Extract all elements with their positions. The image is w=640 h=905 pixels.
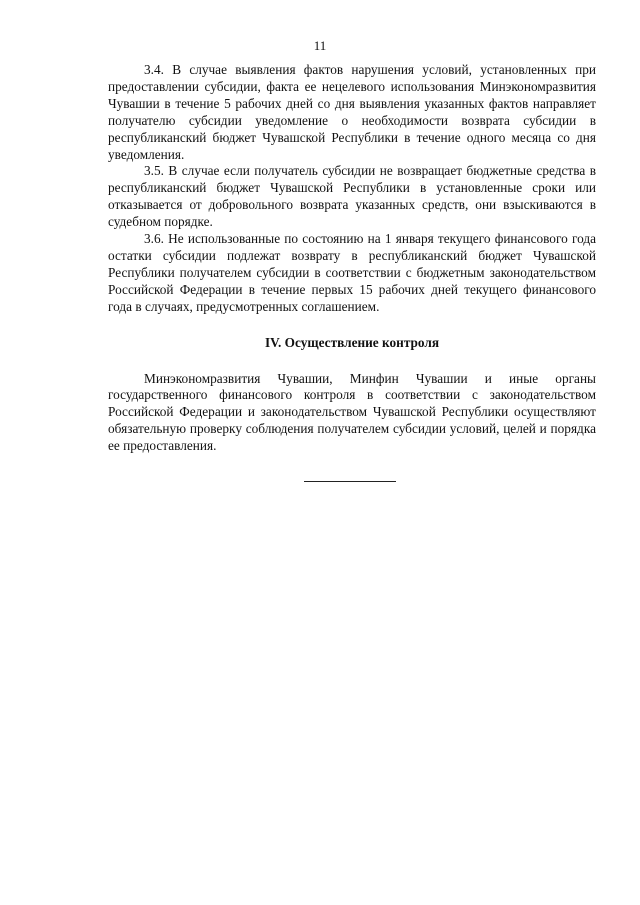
paragraph-control: Минэкономразвития Чувашии, Минфин Чувашии и иные органы государственного финансового контроля в соответствии с законодательством Российской Федерации и законодательством Чувашской Республики осуществляют обязательную проверку соблюдения получателем субсидии условий, целей и порядка ее предоставления. [108,370,596,454]
paragraph-3-6: 3.6. Не использованные по состоянию на 1 января текущего финансового года остатки субсидии подлежат возврату в республиканский бюджет Чувашской Республики получателем субсидии в соответствии с бюджетным законодательством Российской Федерации в течение первых 15 рабочих дней текущего финансового года в случаях, предусмотренных соглашением. [108,231,596,314]
page-number: 11 [313,38,327,53]
end-divider [304,481,396,482]
section-heading: IV. Осуществление контроля [264,334,440,350]
document-body [108,62,596,455]
paragraph-3-5: 3.5. В случае если получатель субсидии не возвращает бюджетные средства в республиканский бюджет Чувашской Республики в установленные сроки или отказывается от добровольного возврата указанных средств, они взыскиваются в судебном порядке. [108,163,596,230]
paragraph-3-4: 3.4. В случае выявления фактов нарушения условий, установленных при предоставлении субсидии, факта ее нецелевого использования Минэкономразвития Чувашии в течение 5 рабочих дней со дня выявления указанных фактов направляет получателю субсидии уведомление о необходимости возврата субсидии в республиканский бюджет Чувашской Республики в течение одного месяца со дня уведомления. [108,62,596,162]
